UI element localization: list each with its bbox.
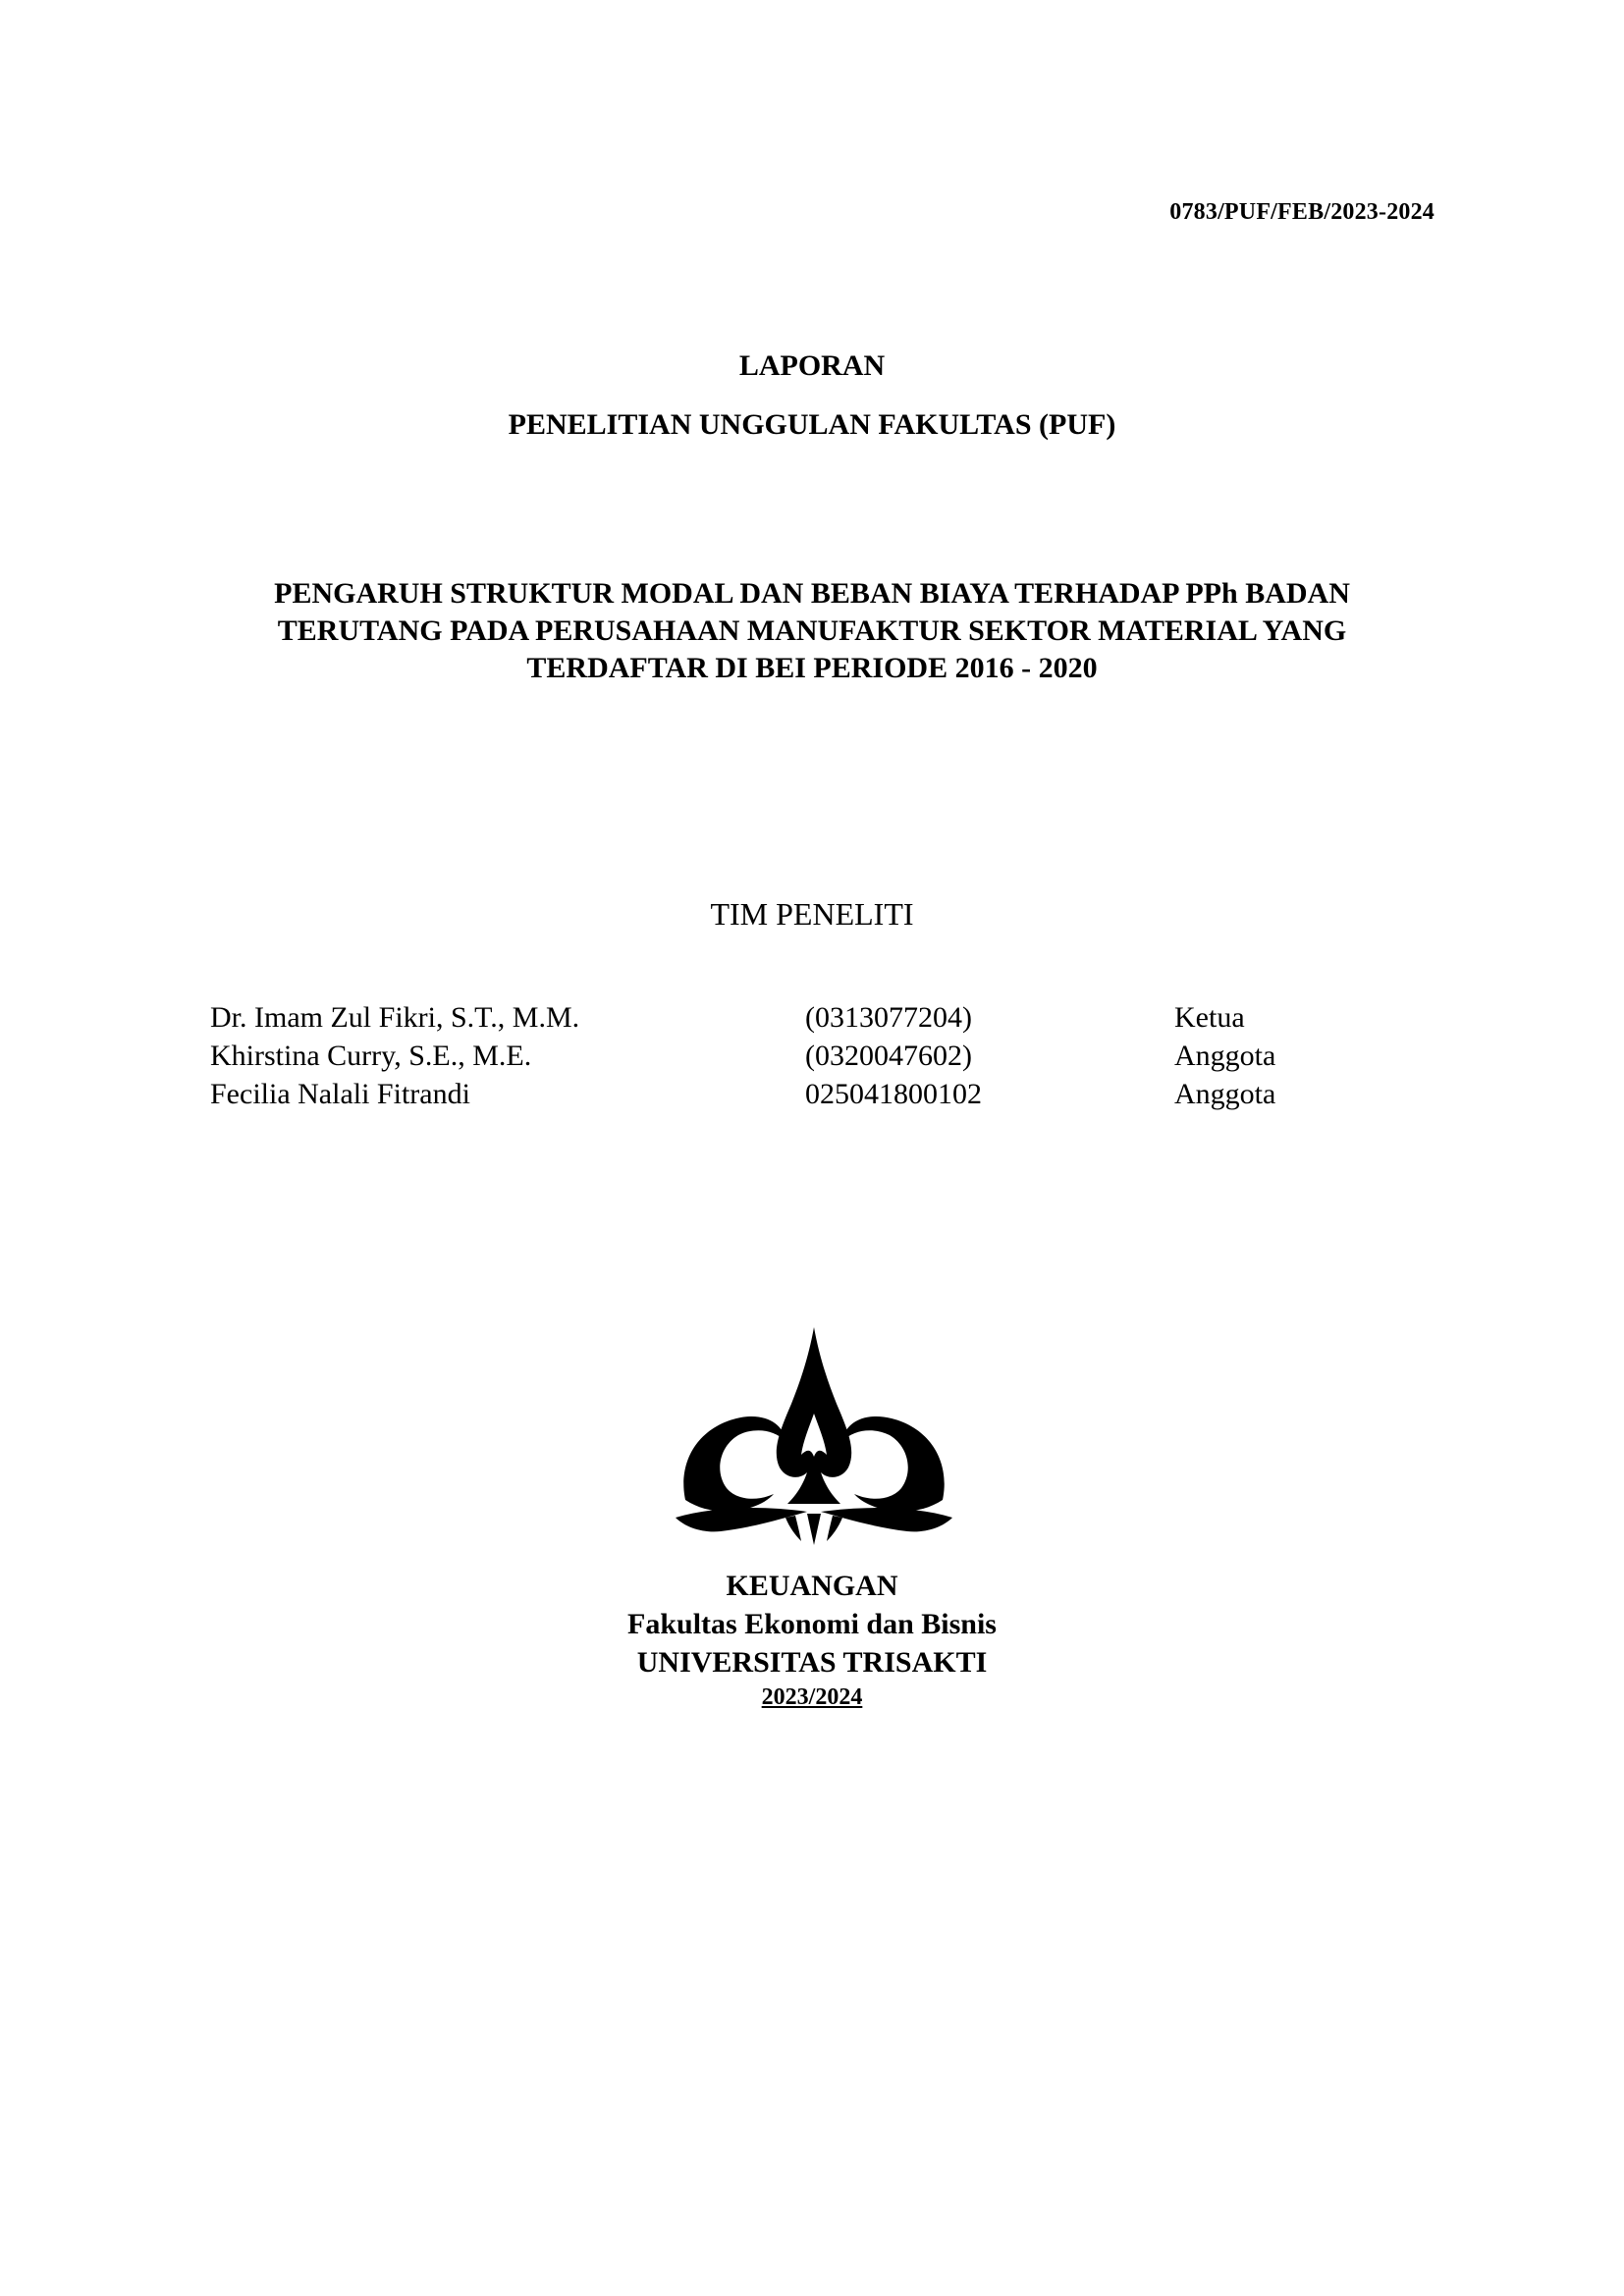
member-role: Ketua xyxy=(1174,1001,1245,1034)
department-name: KEUANGAN xyxy=(726,1570,898,1602)
university-name: UNIVERSITAS TRISAKTI xyxy=(636,1646,988,1679)
team-heading: TIM PENELITI xyxy=(710,896,914,932)
member-role: Anggota xyxy=(1174,1040,1276,1072)
research-title-line: TERUTANG PADA PERUSAHAAN MANUFAKTUR SEKTOR MATERIAL YANG xyxy=(277,614,1347,647)
team-member-row xyxy=(210,1075,1388,1113)
member-role: Anggota xyxy=(1174,1078,1276,1110)
team-member-row xyxy=(210,998,1388,1037)
member-name: Khirstina Curry, S.E., M.E. xyxy=(210,1040,532,1072)
team-member-list xyxy=(210,998,1388,1113)
member-name: Fecilia Nalali Fitrandi xyxy=(210,1078,470,1110)
academic-year: 2023/2024 xyxy=(761,1684,863,1710)
institution-block xyxy=(0,1567,1624,1713)
team-member-row xyxy=(210,1037,1388,1075)
research-title-line: TERDAFTAR DI BEI PERIODE 2016 - 2020 xyxy=(526,652,1098,684)
program-label: PENELITIAN UNGGULAN FAKULTAS (PUF) xyxy=(508,408,1116,441)
member-id: 025041800102 xyxy=(805,1078,982,1110)
member-id: (0320047602) xyxy=(805,1040,972,1072)
report-label: LAPORAN xyxy=(738,349,886,382)
research-title-line: PENGARUH STRUKTUR MODAL DAN BEBAN BIAYA TERHADAP PPh BADAN xyxy=(274,577,1350,610)
faculty-name: Fakultas Ekonomi dan Bisnis xyxy=(627,1608,997,1640)
member-id: (0313077204) xyxy=(805,1001,972,1034)
university-emblem-icon xyxy=(676,1325,952,1546)
research-title xyxy=(0,575,1624,687)
member-name: Dr. Imam Zul Fikri, S.T., M.M. xyxy=(210,1001,580,1034)
document-number: 0783/PUF/FEB/2023-2024 xyxy=(1169,199,1435,225)
